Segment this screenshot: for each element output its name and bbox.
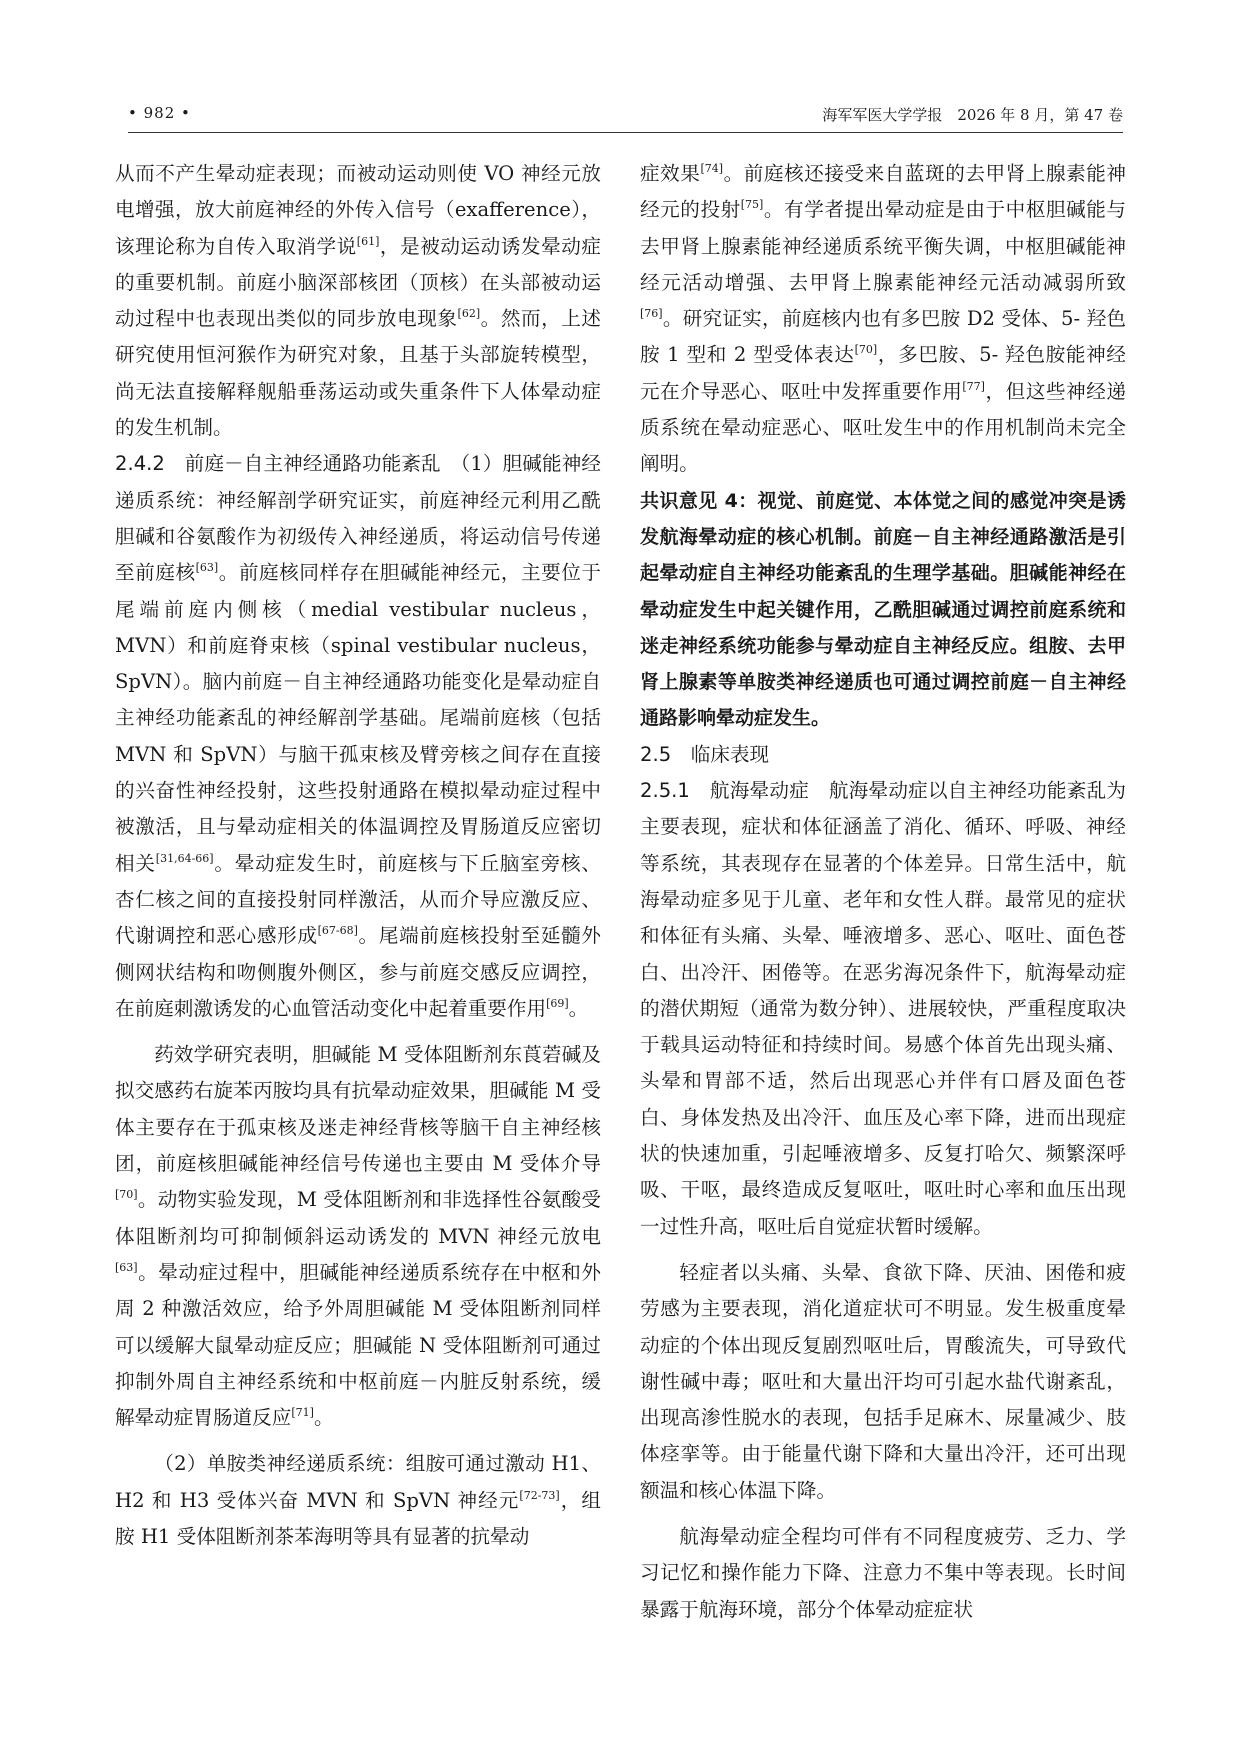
section-heading: 2.5 临床表现: [640, 742, 770, 766]
citation: [63]: [195, 561, 219, 575]
citation: [31,64-66]: [155, 851, 214, 865]
citation: [69]: [546, 996, 569, 1010]
journal-info: 海军军医大学学报 2026 年 8 月，第 47 卷: [822, 106, 1123, 124]
citation: [70]: [115, 1188, 138, 1202]
citation: [61]: [356, 234, 380, 248]
paragraph: （2）单胺类神经递质系统：组胺可通过激动 H1、H2 和 H3 受体兴奋 MVN 和 SpVN 神经元[72-73]，组胺 H1 受体阻断剂茶苯海明等具有显著的抗晕动: [115, 1452, 601, 1548]
page-number: • 982 •: [128, 104, 191, 122]
citation: [75]: [740, 198, 764, 212]
citation: [70]: [854, 343, 878, 357]
citation: [77]: [962, 379, 985, 393]
citation: [67-68]: [317, 924, 358, 938]
citation: [72-73]: [519, 1488, 560, 1502]
paragraph: 药效学研究表明，胆碱能 M 受体阻断剂东莨菪碱及拟交感药右旋苯丙胺均具有抗晕动症效果，胆碱能 M 受体主要存在于孤束核及迷走神经背核等脑干自主神经核团，前庭核胆碱能神经信号传递也主要由 M 受体介导[70]。动物实验发现，M 受体阻断剂和非选择性谷氨酸受体阻断剂均可抑制倾斜运动诱发的 MVN 神经元放电[63]。晕动症过程中，胆碱能神经递质系统存在中枢和外周 2 种激活效应，给予外周胆碱能 M 受体阻断剂同样可以缓解大鼠晕动症反应；胆碱能 N 受体阻断剂可通过抑制外周自主神经系统和中枢前庭－内脏反射系统，缓解晕动症胃肠道反应[71]。: [115, 1043, 601, 1430]
citation: [62]: [457, 307, 481, 321]
section-heading: 2.4.2 前庭－自主神经通路功能紊乱: [115, 452, 461, 476]
citation: [71]: [291, 1406, 314, 1420]
paragraph: 症效果[74]。前庭核还接受来自蓝斑的去甲肾上腺素能神经元的投射[75]。有学者提出晕动症是由于中枢胆碱能与去甲肾上腺素能神经递质系统平衡失调，中枢胆碱能神经元活动增强、去甲肾上腺素能神经元活动减弱所致[76]。研究证实，前庭核内也有多巴胺 D2 受体、5- 羟色胺 1 型和 2 型受体表达[70]，多巴胺、5- 羟色胺能神经元在介导恶心、呕吐中发挥重要作用[77]，但这些神经递质系统在晕动症恶心、呕吐发生中的作用机制尚未完全阐明。: [640, 162, 1127, 476]
running-header: [128, 98, 1123, 133]
consensus-statement: 共识意见 4：视觉、前庭觉、本体觉之间的感觉冲突是诱发航海晕动症的核心机制。前庭－自主神经通路激活是引起晕动症自主神经功能紊乱的生理学基础。胆碱能神经在晕动症发生中起关键作用，乙酰胆碱通过调控前庭系统和迷走神经系统功能参与晕动症自主神经反应。组胺、去甲肾上腺素等单胺类神经递质也可通过调控前庭－自主神经通路影响晕动症发生。: [640, 489, 1126, 730]
paragraph: 轻症者以头痛、头晕、食欲下降、厌油、困倦和疲劳感为主要表现，消化道症状可不明显。发生极重度晕动症的个体出现反复剧烈呕吐后，胃酸流失，可导致代谢性碱中毒；呕吐和大量出汗均可引起水盐代谢紊乱，出现高渗性脱水的表现，包括手足麻木、尿量减少、肢体痉挛等。由于能量代谢下降和大量出冷汗，还可出现额温和核心体温下降。: [640, 1260, 1126, 1502]
paragraph: 2.4.2 前庭－自主神经通路功能紊乱 （1）胆碱能神经递质系统：神经解剖学研究证实，前庭神经元利用乙酰胆碱和谷氨酸作为初级传入神经递质，将运动信号传递至前庭核[63]。前庭核同样存在胆碱能神经元，主要位于尾端前庭内侧核（medial vestibular nucleus，MVN）和前庭脊束核（spinal vestibular nucleus，SpVN）。脑内前庭－自主神经通路功能变化是晕动症自主神经功能紊乱的神经解剖学基础。尾端前庭核（包括 MVN 和 SpVN）与脑干孤束核及臂旁核之间存在直接的兴奋性神经投射，这些投射通路在模拟晕动症过程中被激活，且与晕动症相关的体温调控及胃肠道反应密切相关[31,64-66]。晕动症发生时，前庭核与下丘脑室旁核、杏仁核之间的直接投射同样激活，从而介导应激反应、代谢调控和恶心感形成[67-68]。尾端前庭核投射至延髓外侧网状结构和吻侧腹外侧区，参与前庭交感反应调控，在前庭刺激诱发的心血管活动变化中起着重要作用[69]。: [115, 452, 602, 1020]
citation: [74]: [700, 162, 724, 175]
paragraph: 从而不产生晕动症表现；而被动运动则使 VO 神经元放电增强，放大前庭神经的外传入信号（exafference），该理论称为自传入取消学说[61]，是被动运动诱发晕动症的重要机制。前庭小脑深部核团（顶核）在头部被动运动过程中也表现出类似的同步放电现象[62]。然而，上述研究使用恒河猴作为研究对象，且基于头部旋转模型，尚无法直接解释舰船垂荡运动或失重条件下人体晕动症的发生机制。: [115, 162, 602, 440]
paragraph: 2.5.1 航海晕动症 航海晕动症以自主神经功能紊乱为主要表现，症状和体征涵盖了消化、循环、呼吸、神经等系统，其表现存在显著的个体差异。日常生活中，航海晕动症多见于儿童、老年和女性人群。最常见的症状和体征有头痛、头晕、唾液增多、恶心、呕吐、面色苍白、出冷汗、困倦等。在恶劣海况条件下，航海晕动症的潜伏期短（通常为数分钟）、进展较快，严重程度取决于载具运动特征和持续时间。易感个体首先出现头痛、头晕和胃部不适，然后出现恶心并伴有口唇及面色苍白、身体发热及出冷汗、血压及心率下降，进而出现症状的快速加重，引起唾液增多、反复打哈欠、频繁深呼吸、干呕，最终造成反复呕吐，呕吐时心率和血压出现一过性升高，呕吐后自觉症状暂时缓解。: [640, 779, 1126, 1238]
paragraph: 航海晕动症全程均可伴有不同程度疲劳、乏力、学习记忆和操作能力下降、注意力不集中等表现。长时间暴露于航海环境，部分个体晕动症症状: [640, 1524, 1126, 1621]
citation: [63]: [115, 1260, 138, 1274]
citation: [76]: [640, 307, 663, 321]
right-column: [640, 156, 1126, 1628]
left-column: [115, 156, 601, 1555]
subsection-heading: 2.5.1 航海晕动症: [640, 779, 829, 803]
